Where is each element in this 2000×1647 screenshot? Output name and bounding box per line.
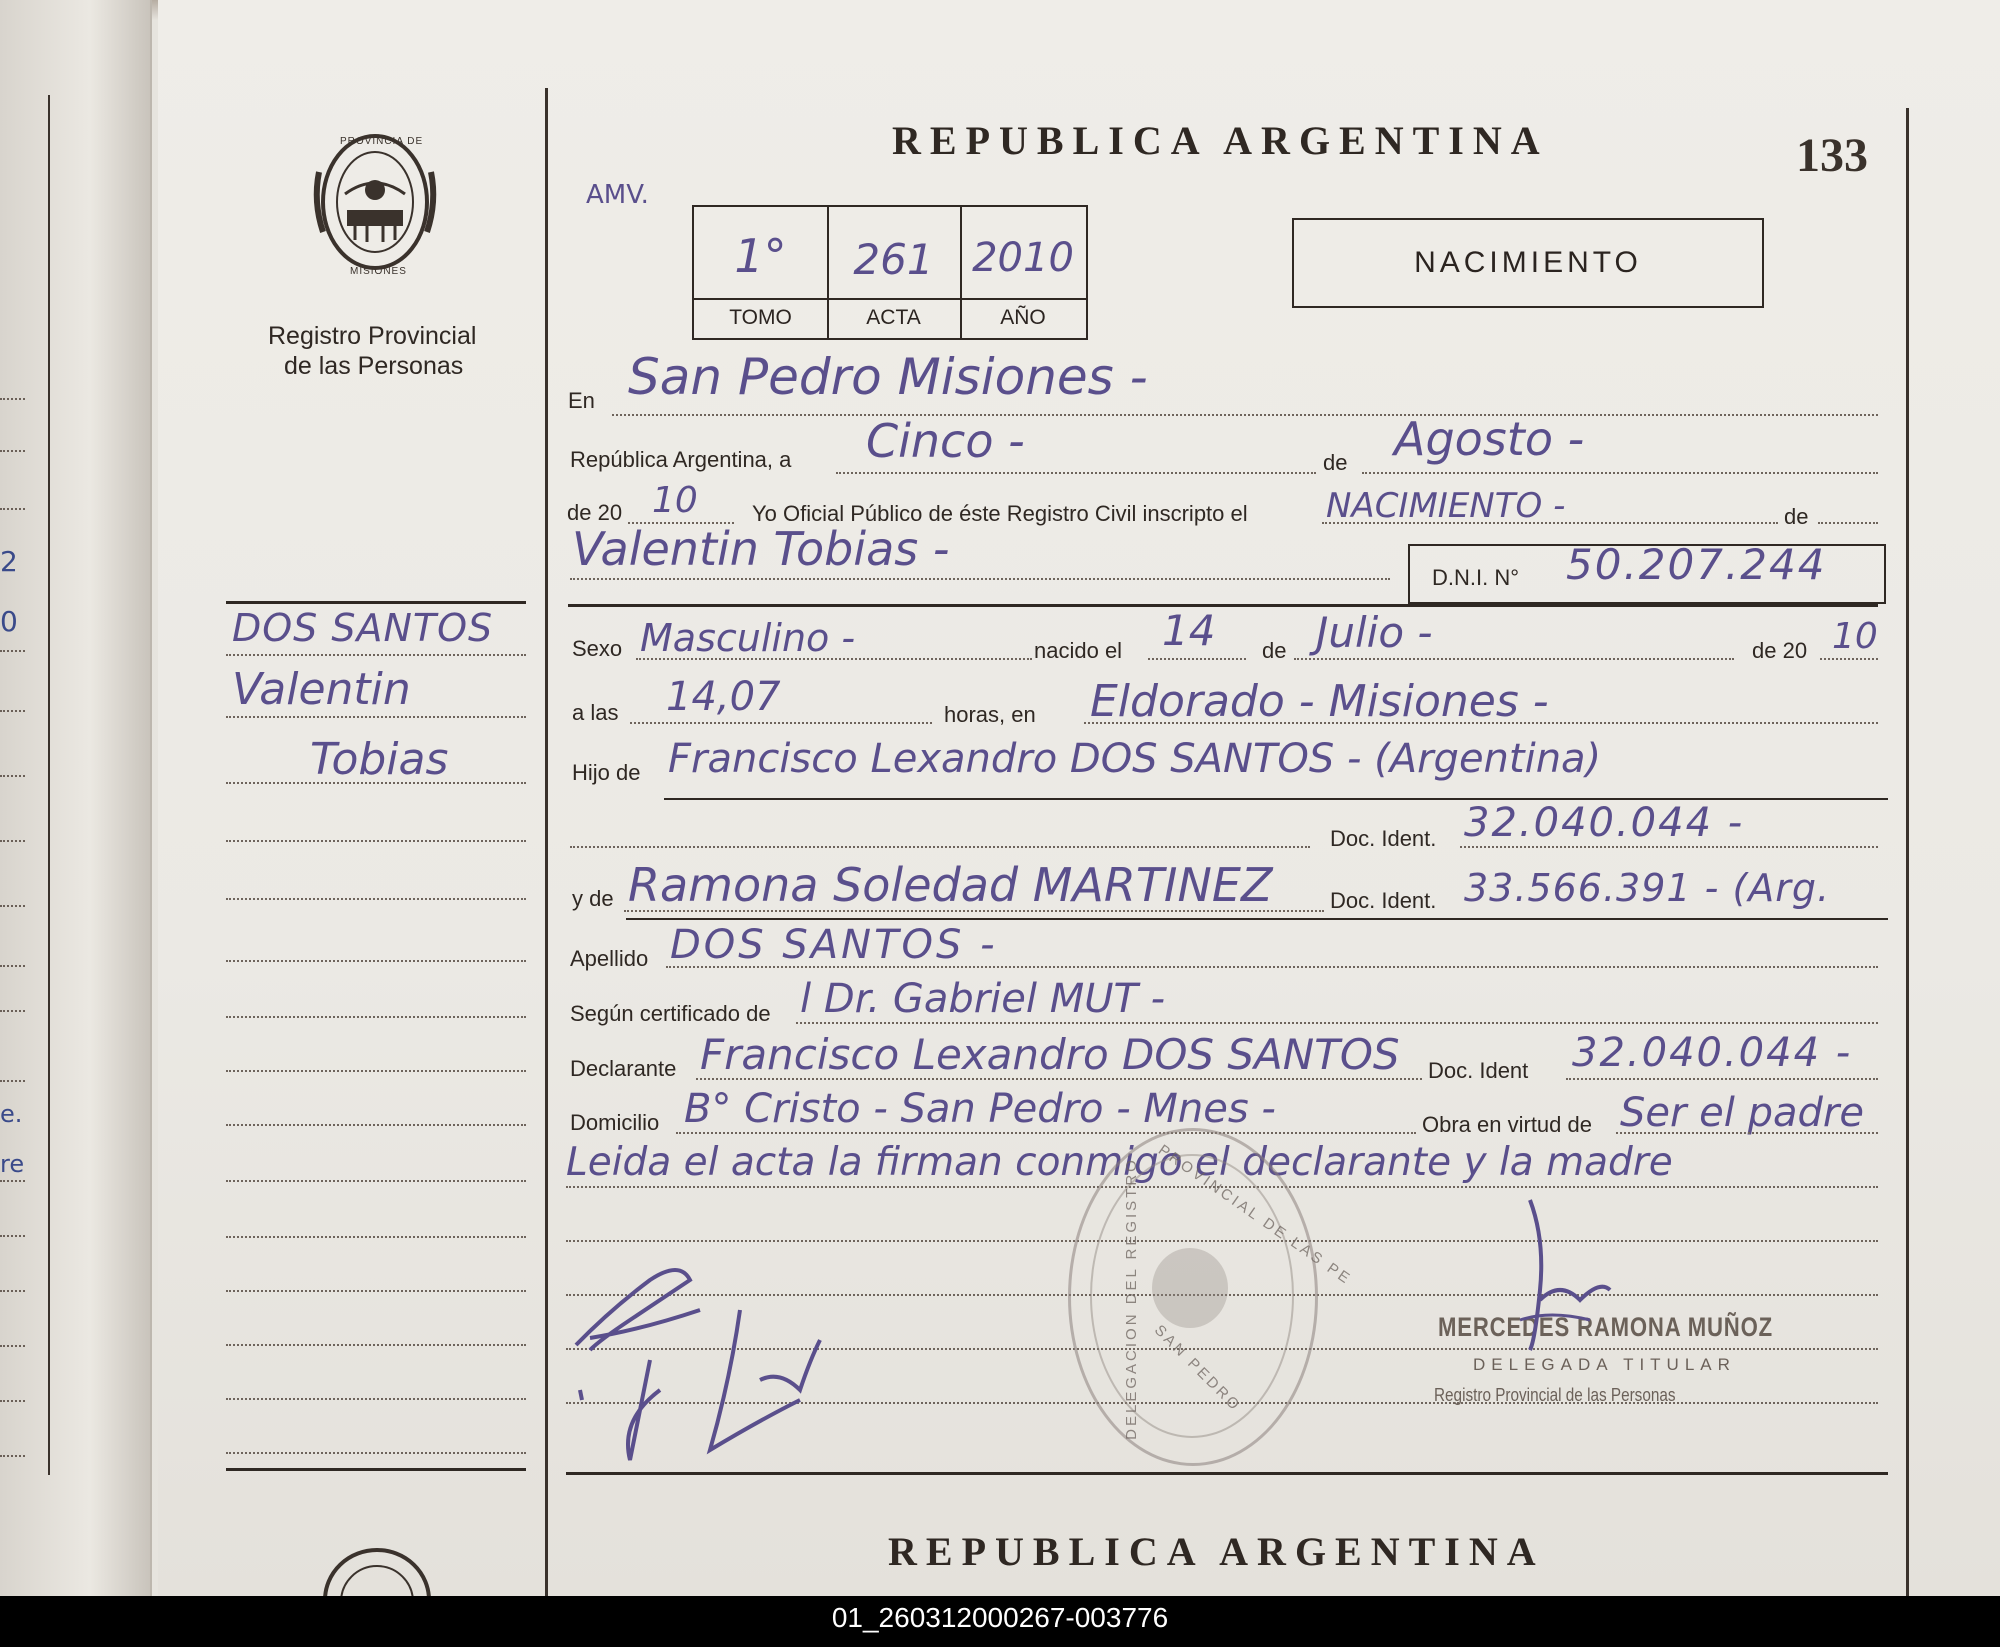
declarante-value: Francisco Lexandro DOS SANTOS (700, 1030, 1400, 1079)
domicilio-label: Domicilio (570, 1110, 660, 1135)
time-dotline (630, 722, 932, 724)
margin-dotline (226, 1290, 526, 1292)
margin-dotline (226, 716, 526, 718)
prev-mark: e. (0, 1100, 23, 1128)
act-type-box: NACIMIENTO (1292, 218, 1764, 308)
obra-dotline (1616, 1132, 1878, 1134)
mother-dotline (624, 910, 1324, 912)
margin-rule (226, 601, 526, 604)
official-name: MERCEDES RAMONA MUÑOZ (1438, 1312, 1773, 1342)
mother-doc: 33.566.391 - (Arg. (1464, 866, 1831, 910)
inscribed-value: NACIMIENTO - (1326, 486, 1566, 526)
birth-month-dotline (1294, 658, 1734, 660)
doc-ident-label: Doc. Ident. (1330, 826, 1437, 851)
mother-name: Ramona Soledad MARTINEZ (628, 858, 1273, 912)
stamp-emblem-icon (1152, 1248, 1228, 1328)
prev-dotline (0, 1080, 25, 1082)
sexo-value: Masculino - (640, 616, 856, 660)
apellido-value: DOS SANTOS - (670, 922, 998, 968)
sexo-label: Sexo (572, 636, 623, 661)
birth-year: 10 (1832, 616, 1878, 657)
horas-label: horas, en (944, 702, 1036, 727)
inscribed-dotline (1322, 522, 1778, 524)
en-label: En (568, 388, 595, 413)
de2-dotline (1818, 522, 1878, 524)
birth-place-dotline (1084, 722, 1878, 724)
child-name: Valentin Tobias - (572, 522, 950, 576)
de-label: de (1323, 450, 1348, 475)
year-value: 10 (652, 480, 698, 521)
mother-rule (626, 918, 1888, 920)
prev-dotline (0, 1180, 25, 1182)
declarante-dotline (696, 1078, 1422, 1080)
declarante-label: Declarante (570, 1056, 677, 1081)
doc-ident2-label: Doc. Ident. (1330, 888, 1437, 913)
birth-day-dotline (1148, 658, 1246, 660)
oficial-label: Yo Oficial Público de éste Registro Civil inscripto el (752, 501, 1248, 526)
domicilio-value: B° Cristo - San Pedro - Mnes - (684, 1086, 1276, 1132)
birth-year-dotline (1820, 658, 1878, 660)
margin-dotline (226, 1452, 526, 1454)
yde-label: y de (572, 886, 614, 911)
previous-page (0, 0, 152, 1596)
certificate-dotline (796, 1022, 1878, 1024)
obra-label: Obra en virtud de (1422, 1112, 1592, 1137)
father-doc: 32.040.044 - (1464, 800, 1745, 846)
domicilio-dotline (676, 1132, 1416, 1134)
tomo-cell (694, 207, 829, 338)
month-value: Agosto - (1394, 412, 1585, 466)
margin-dotline (226, 898, 526, 900)
anio-value: 2010 (972, 235, 1074, 281)
prev-dotline (0, 965, 25, 967)
province-seal-icon (305, 132, 445, 272)
acta-cell (827, 207, 962, 338)
month-dotline (1362, 472, 1878, 474)
prev-dotline (0, 398, 25, 400)
margin-second-name: Tobias (310, 734, 449, 785)
segun-label: Según certificado de (570, 1001, 771, 1026)
column-divider (545, 88, 548, 1596)
margin-surname: DOS SANTOS (232, 606, 494, 650)
anio-label: AÑO (960, 298, 1086, 338)
birth-place: Eldorado - Misiones - (1090, 676, 1549, 727)
initials: AMV. (586, 180, 649, 210)
prev-mark: 2 (0, 545, 18, 578)
image-caption: 01_260312000267-003776 (831, 1602, 1169, 1633)
certificate-value: l Dr. Gabriel MUT - (800, 976, 1166, 1022)
acta-value: 261 (853, 235, 934, 284)
de20-label: de 20 (1752, 638, 1808, 663)
page-number: 133 (1796, 129, 1868, 182)
margin-dotline (226, 1236, 526, 1238)
margin-dotline (226, 782, 526, 784)
declarante-doc-dotline (1566, 1078, 1878, 1080)
stamp-text-bottom: SAN PEDRO (1150, 1321, 1245, 1416)
register-box (692, 205, 1088, 340)
de2-label: de (1784, 504, 1809, 529)
margin-dotline (226, 1180, 526, 1182)
margin-dotline (226, 1016, 526, 1018)
tomo-label: TOMO (694, 298, 827, 338)
child-name-dotline (570, 578, 1390, 580)
alas-label: a las (572, 700, 619, 725)
tomo-value: 1° (734, 229, 787, 283)
previous-page-rule (48, 95, 50, 1475)
dni-label: D.N.I. N° (1432, 565, 1520, 590)
prev-dotline (0, 1235, 25, 1237)
margin-dotline (226, 1398, 526, 1400)
dni-value: 50.207.244 (1566, 540, 1827, 589)
stamp-text-left: DELEGACION DEL REGISTRO (1122, 1157, 1140, 1440)
registry-name-line1: Registro Provincial (268, 322, 477, 350)
seal-top-text: PROVINCIA DE (340, 136, 424, 147)
prev-mark: 0 (0, 605, 18, 638)
apellido-label: Apellido (570, 946, 649, 971)
declarant-signature-icon (570, 1250, 830, 1470)
country-title: REPUBLICA ARGENTINA (892, 118, 1549, 163)
acta-label: ACTA (827, 298, 960, 338)
margin-dotline (226, 1070, 526, 1072)
de3-label: de (1262, 638, 1287, 663)
nacido-label: nacido el (1034, 638, 1123, 663)
father-doc-dotline (1460, 846, 1878, 848)
day-dotline (836, 472, 1316, 474)
father-name: Francisco Lexandro DOS SANTOS - (Argentina) (668, 736, 1602, 782)
time-value: 14,07 (666, 674, 781, 720)
apellido-dotline (666, 966, 1878, 968)
country-title-next: REPUBLICA ARGENTINA (888, 1529, 1545, 1574)
reading-note: Leida el acta la firman conmigo el declarante y la madre (566, 1140, 1673, 1185)
official-title: DELEGADA TITULAR (1473, 1355, 1736, 1374)
prev-dotline (0, 1345, 25, 1347)
margin-dotline (226, 1344, 526, 1346)
day-value: Cinco - (866, 414, 1025, 468)
father-extra-dotline (570, 846, 1310, 848)
margin-first-name: Valentin (232, 664, 411, 715)
year-prefix-label: de 20 (567, 500, 623, 525)
section-rule (568, 604, 1878, 607)
anio-cell (960, 207, 1086, 338)
prev-dotline (0, 1455, 25, 1457)
hijo-label: Hijo de (572, 760, 641, 785)
seal-bottom-text: MISIONES (350, 266, 407, 277)
prev-dotline (0, 650, 25, 652)
margin-dotline (226, 840, 526, 842)
prev-dotline (0, 1290, 25, 1292)
bottom-rule (566, 1472, 1888, 1475)
birth-day: 14 (1162, 606, 1216, 655)
margin-dotline (226, 654, 526, 656)
margin-dotline (226, 1124, 526, 1126)
prev-dotline (0, 508, 25, 510)
prev-mark: re (0, 1150, 25, 1178)
republica-label: República Argentina, a (570, 447, 792, 472)
margin-dotline (226, 960, 526, 962)
prev-dotline (0, 1400, 25, 1402)
official-signature-icon (1500, 1190, 1620, 1360)
prev-dotline (0, 905, 25, 907)
obra-value: Ser el padre (1620, 1090, 1864, 1136)
margin-bottom-rule (226, 1468, 526, 1471)
birth-month: Julio - (1316, 608, 1433, 657)
prev-dotline (0, 450, 25, 452)
stamp-text-top: PROVINCIAL DE LAS PE (1155, 1141, 1355, 1289)
sexo-dotline (636, 658, 1032, 660)
province-seal-bottom-icon (312, 1540, 442, 1596)
en-dotline (612, 414, 1878, 416)
prev-dotline (0, 1010, 25, 1012)
official-office: Registro Provincial de las Personas (1434, 1385, 1676, 1405)
declarante-doc: 32.040.044 - (1572, 1030, 1853, 1076)
prev-dotline (0, 710, 25, 712)
doc-ident3-label: Doc. Ident (1428, 1058, 1529, 1083)
prev-dotline (0, 775, 25, 777)
en-value: San Pedro Misiones - (628, 348, 1148, 406)
prev-dotline (0, 840, 25, 842)
right-border (1906, 108, 1909, 1596)
registry-name-line2: de las Personas (284, 352, 464, 380)
